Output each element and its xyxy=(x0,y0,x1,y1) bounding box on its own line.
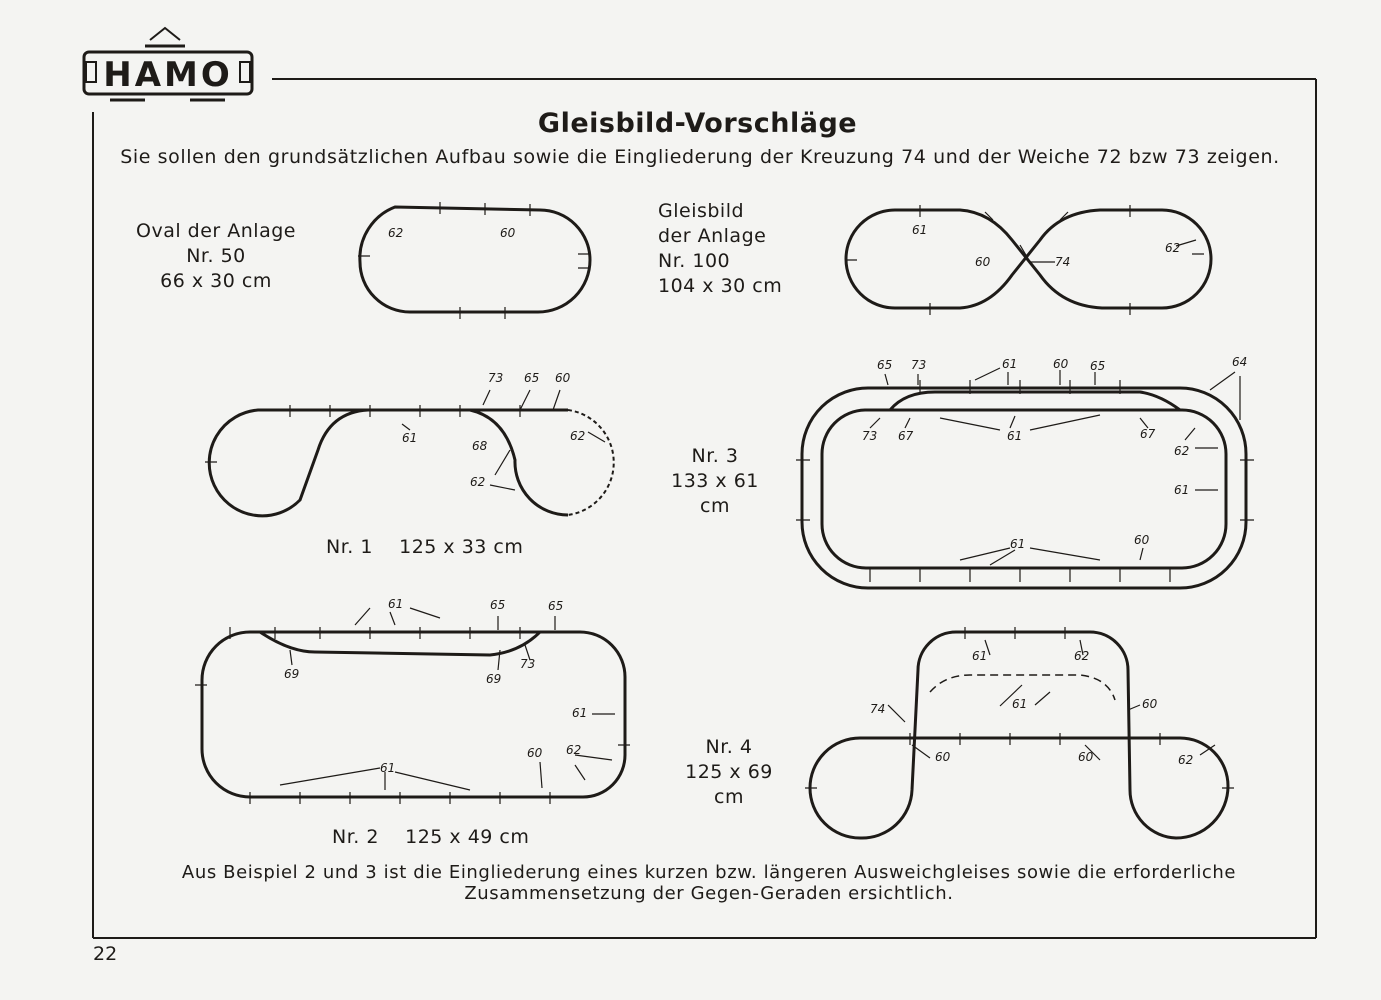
nr3-siding xyxy=(890,392,1180,410)
footer-line1: Aus Beispiel 2 und 3 ist die Eingliederung eines kurzen bzw. längeren Ausweichgleises sowie die erforderliche xyxy=(181,862,1237,883)
track-label: 64 xyxy=(1232,355,1248,369)
track-label: 61 xyxy=(1012,697,1028,711)
footer-line2: Zusammensetzung der Gegen-Geraden ersichtlich. xyxy=(464,883,954,904)
track-label: 60 xyxy=(1142,697,1158,711)
track-label: 61 xyxy=(1010,537,1026,551)
nr1-loop-dashed xyxy=(568,410,614,515)
track-label: 61 xyxy=(912,223,928,237)
track-label: 67 xyxy=(1140,427,1156,441)
track-label: 60 xyxy=(1134,533,1150,547)
track-label: 65 xyxy=(548,599,564,613)
track-label: 60 xyxy=(555,371,571,385)
page-number: 22 xyxy=(93,943,118,965)
track-label: 73 xyxy=(520,657,536,671)
track-label: 73 xyxy=(862,429,878,443)
track-label: 62 xyxy=(388,226,404,240)
track-label: 74 xyxy=(870,702,886,716)
track-label: 65 xyxy=(1090,359,1106,373)
track-label: 68 xyxy=(472,439,488,453)
figure8-caption-line4: 104 x 30 cm xyxy=(658,275,783,297)
track-label: 61 xyxy=(572,706,588,720)
track-label: 74 xyxy=(1055,255,1071,269)
track-label: 60 xyxy=(935,750,951,764)
page-title: Gleisbild-Vorschläge xyxy=(537,108,858,139)
track-label: 62 xyxy=(470,475,486,489)
track-label: 61 xyxy=(388,597,404,611)
nr2-caption: Nr. 2 125 x 49 cm xyxy=(332,826,530,848)
nr4-caption-line2: 125 x 69 cm xyxy=(685,761,773,808)
track-label: 61 xyxy=(1007,429,1023,443)
track-label: 61 xyxy=(1002,357,1018,371)
track-label: 62 xyxy=(570,429,586,443)
nr1-track xyxy=(209,410,568,516)
logo-text: HAMO xyxy=(103,55,233,95)
nr2-siding xyxy=(260,632,540,655)
track-label: 60 xyxy=(1053,357,1069,371)
oval-caption-line2: Nr. 50 xyxy=(186,245,246,267)
nr4-caption-line1: Nr. 4 xyxy=(705,736,753,758)
nr4-left-loop xyxy=(810,738,912,838)
nr2-outer xyxy=(202,632,625,797)
track-label: 73 xyxy=(488,371,504,385)
nr3-caption-line2: 133 x 61 cm xyxy=(671,470,759,517)
track-label: 60 xyxy=(1078,750,1094,764)
oval-caption-line3: 66 x 30 cm xyxy=(160,270,272,292)
nr3-caption-line1: Nr. 3 xyxy=(691,445,739,467)
track-label: 61 xyxy=(1174,483,1190,497)
page-subtitle: Sie sollen den grundsätzlichen Aufbau sowie die Eingliederung der Kreuzung 74 und der Weiche 72 bzw 73 zeigen. xyxy=(120,146,1280,168)
track-label: 61 xyxy=(402,431,418,445)
track-label: 60 xyxy=(975,255,991,269)
track-label: 61 xyxy=(380,761,396,775)
track-label: 62 xyxy=(1178,753,1194,767)
oval-caption-line1: Oval der Anlage xyxy=(136,220,296,242)
track-label: 67 xyxy=(898,429,914,443)
track-label: 62 xyxy=(1074,649,1090,663)
track-label: 60 xyxy=(527,746,543,760)
track-label: 69 xyxy=(284,667,300,681)
track-label: 73 xyxy=(911,358,927,372)
figure8-caption-line2: der Anlage xyxy=(658,225,767,247)
track-label: 62 xyxy=(566,743,582,757)
track-label: 65 xyxy=(524,371,540,385)
track-label: 65 xyxy=(877,358,893,372)
track-label: 62 xyxy=(1165,241,1181,255)
track-label: 60 xyxy=(500,226,516,240)
nr1-caption: Nr. 1 125 x 33 cm xyxy=(326,536,524,558)
oval-track xyxy=(360,207,590,312)
figure8-caption-line3: Nr. 100 xyxy=(658,250,731,272)
track-label: 65 xyxy=(490,598,506,612)
track-label: 62 xyxy=(1174,444,1190,458)
figure8-caption-line1: Gleisbild xyxy=(658,200,745,222)
track-label: 61 xyxy=(972,649,988,663)
track-label: 69 xyxy=(486,672,502,686)
nr4-top-loop xyxy=(912,632,1130,790)
